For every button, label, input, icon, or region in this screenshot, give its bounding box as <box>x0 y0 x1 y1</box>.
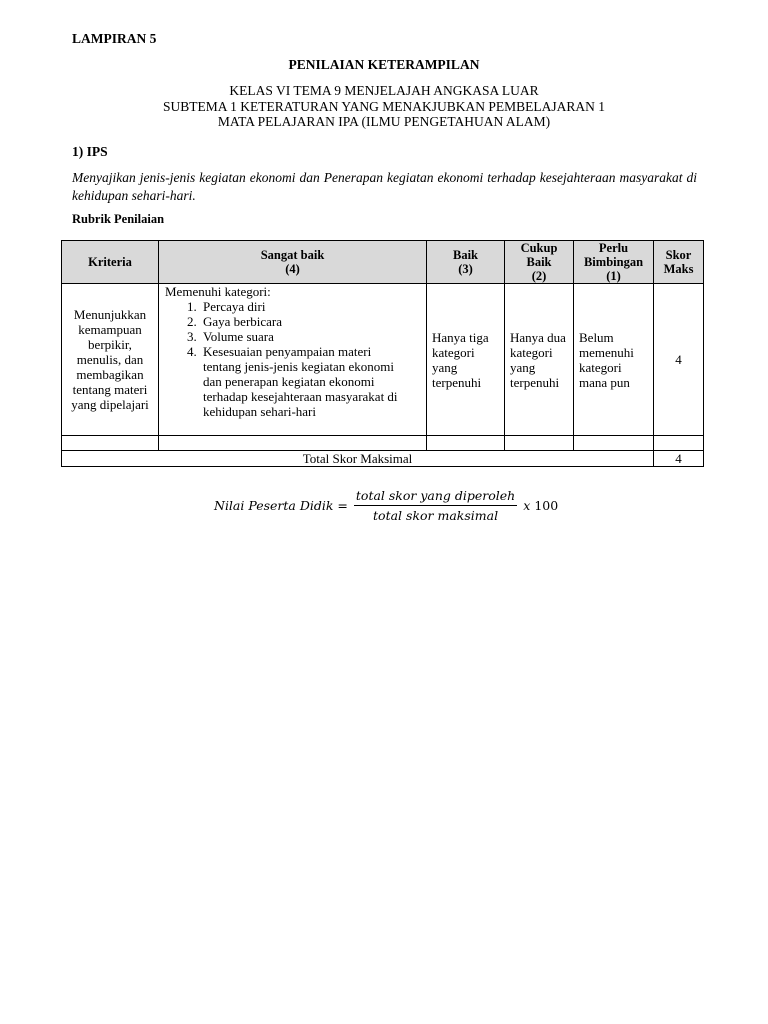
list-item: 1. Percaya diri <box>187 299 266 314</box>
rubric-heading: Rubrik Penilaian <box>72 212 165 226</box>
formula-numerator: total skor yang diperoleh <box>354 488 517 506</box>
header-cukup-baik: Cukup Baik (2) <box>505 241 574 284</box>
formula-times: x <box>523 498 531 513</box>
cell-sangat-baik <box>159 284 427 436</box>
list-item: 3. Volume suara <box>187 329 274 344</box>
header-skor-maks: Skor Maks <box>654 241 704 284</box>
category-list <box>165 299 426 419</box>
section-heading: 1) IPS <box>72 144 108 159</box>
cell-baik: Hanya tiga kategori yang terpenuhi <box>427 284 505 436</box>
sangat-baik-intro: Memenuhi kategori: <box>165 284 271 299</box>
formula-lhs: Nilai Peserta Didik = <box>214 498 348 513</box>
formula-denominator: total skor maksimal <box>373 508 499 523</box>
subtitle-line-1: KELAS VI TEMA 9 MENJELAJAH ANGKASA LUAR <box>229 83 539 98</box>
cell-cukup-baik: Hanya dua kategori yang terpenuhi <box>505 284 574 436</box>
subtitle-line-3: MATA PELAJARAN IPA (ILMU PENGETAHUAN ALAM) <box>217 114 551 129</box>
cell-kriteria: Menunjukkan kemampuan berpikir, menulis, dan membagikan tentang materi yang dipelajari <box>62 284 159 436</box>
formula-fraction <box>354 488 517 523</box>
score-formula <box>214 488 558 523</box>
cell-perlu-bimbingan: Belum memenuhi kategori mana pun <box>574 284 654 436</box>
total-value: 4 <box>654 451 704 467</box>
appendix-label: LAMPIRAN 5 <box>72 31 157 46</box>
list-item: 2. Gaya berbicara <box>187 314 283 329</box>
total-label: Total Skor Maksimal <box>62 451 654 467</box>
document-title: PENILAIAN KETERAMPILAN <box>288 57 480 72</box>
header-perlu-bimbingan: Perlu Bimbingan (1) <box>574 241 654 284</box>
section-description: Menyajikan jenis-jenis kegiatan ekonomi dan Penerapan kegiatan ekonomi terhadap kesejahteraan masyarakat di kehidupan sehari-hari. <box>72 170 697 203</box>
cell-skor-maks: 4 <box>654 284 704 436</box>
list-item: 4. Kesesuaian penyampaian materi tentang jenis-jenis kegiatan ekonomi dan penerapan kegiatan ekonomi terhadap kesejahteraan masyarakat di kehidupan sehari-hari <box>187 344 398 419</box>
header-kriteria: Kriteria <box>62 241 159 284</box>
formula-multiplier: 100 <box>534 498 559 513</box>
table-row <box>62 284 704 436</box>
subtitle-line-2: SUBTEMA 1 KETERATURAN YANG MENAKJUBKAN PEMBELAJARAN 1 <box>162 99 606 114</box>
table-header-row <box>62 241 704 284</box>
table-total-row <box>62 451 704 467</box>
table-row-blank <box>62 436 704 451</box>
rubric-table <box>61 240 704 467</box>
header-sangat-baik: Sangat baik (4) <box>159 241 427 284</box>
header-baik: Baik (3) <box>427 241 505 284</box>
